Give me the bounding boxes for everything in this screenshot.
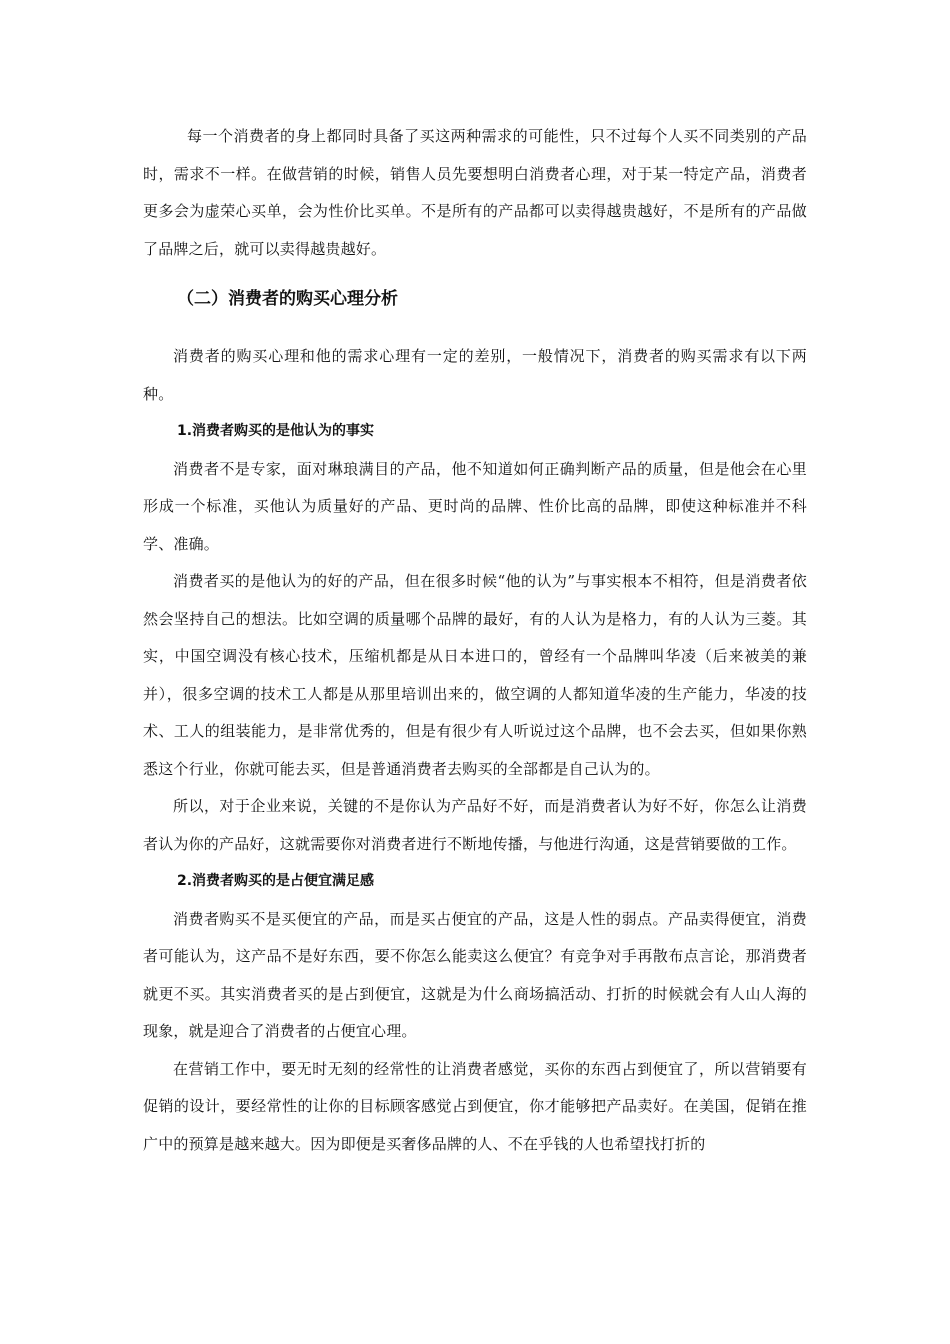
section-intro-paragraph: 消费者的购买心理和他的需求心理有一定的差别，一般情况下，消费者的购买需求有以下两种。 — [143, 347, 807, 403]
intro-paragraph: 每一个消费者的身上都同时具备了买这两种需求的可能性，只不过每个人买不同类别的产品时，需求不一样。在做营销的时候，销售人员先要想明白消费者心理，对于某一特定产品，消费者更多会为虚荣心买单，会为性价比买单。不是所有的产品都可以卖得越贵越好，不是所有的产品做了品牌之后，就可以卖得越贵越好。 — [143, 127, 807, 258]
subsection-1-paragraph: 消费者买的是他认为的好的产品，但在很多时候“他的认为”与事实根本不相符，但是消费者依然会坚持自己的想法。比如空调的质量哪个品牌的最好，有的人认为是格力，有的人认为三菱。其实，中国空调没有核心技术，压缩机都是从日本进口的，曾经有一个品牌叫华凌（后来被美的兼并），很多空调的技术工人都是从那里培训出来的，做空调的人都知道华凌的生产能力，华凌的技术、工人的组装能力，是非常优秀的，但是有很少有人听说过这个品牌，也不会去买，但如果你熟悉这个行业，你就可能去买，但是普通消费者去购买的全部都是自己认为的。 — [143, 572, 807, 778]
subsection-1-paragraph: 消费者不是专家，面对琳琅满目的产品，他不知道如何正确判断产品的质量，但是他会在心里形成一个标准，买他认为质量好的产品、更时尚的品牌、性价比高的品牌，即使这种标准并不科学、准确。 — [143, 459, 807, 553]
subsection-1-heading: 1.消费者购买的是他认为的事实 — [177, 423, 375, 439]
subsection-2-paragraph: 在营销工作中，要无时无刻的经常性的让消费者感觉，买你的东西占到便宜了，所以营销要有促销的设计，要经常性的让你的目标顾客感觉占到便宜，你才能够把产品卖好。在美国，促销在推广中的预算是越来越大。因为即便是买奢侈品牌的人、不在乎钱的人也希望找打折的 — [143, 1059, 807, 1153]
subsection-1-paragraph: 所以，对于企业来说，关键的不是你认为产品好不好，而是消费者认为好不好，你怎么让消费者认为你的产品好，这就需要你对消费者进行不断地传播，与他进行沟通，这是营销要做的工作。 — [143, 797, 807, 853]
subsection-2-paragraph: 消费者购买不是买便宜的产品，而是买占便宜的产品，这是人性的弱点。产品卖得便宜，消费者可能认为，这产品不是好东西，要不你怎么能卖这么便宜？有竞争对手再散布点言论，那消费者就更不买。其实消费者买的是占到便宜，这就是为什么商场搞活动、打折的时候就会有人山人海的现象，就是迎合了消费者的占便宜心理。 — [143, 909, 807, 1040]
subsection-2-heading: 2.消费者购买的是占便宜满足感 — [177, 873, 375, 889]
section-heading: （二）消费者的购买心理分析 — [177, 289, 398, 309]
document-page — [143, 118, 807, 1163]
